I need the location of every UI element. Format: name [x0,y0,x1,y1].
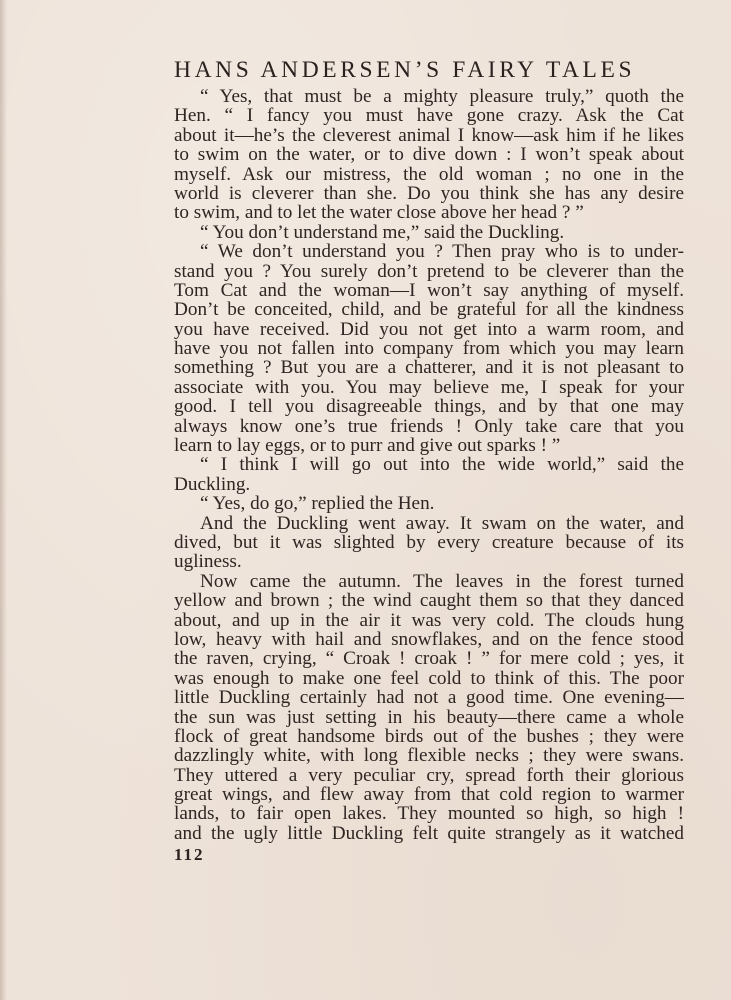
text-line: stand you ? You surely don’t pretend to be cleverer than the [174,261,684,281]
text-line: world is cleverer than she. Do you think she has any desire [174,183,684,204]
text-line: about it—he’s the cleverest animal I know—ask him if he likes [174,125,684,146]
text-line: dived, but it was slighted by every creature because of its [174,532,684,553]
text-line: They uttered a very peculiar cry, spread forth their glorious [174,765,684,786]
text-line: learn to lay eggs, or to purr and give out sparks ! ” [174,436,561,456]
text-line: flock of great handsome birds out of the bushes ; they were [174,726,684,747]
text-line: Duckling. [174,474,251,495]
text-line: And the Duckling went away. It swam on the water, and [200,513,684,533]
text-line: ugliness. [174,552,242,572]
text-line: Don’t be conceited, child, and be grateful for all the kindness [174,300,684,320]
text-line: about, and up in the air it was very cold. The clouds hung [174,610,684,630]
text-line: to swim on the water, or to dive down : I won’t speak about [174,145,684,165]
text-line: yellow and brown ; the wind caught them so that they danced [174,591,684,611]
text-line: always know one’s true friends ! Only take care that you [174,416,684,437]
text-line: great wings, and flew away from that cold region to warmer [174,785,684,805]
text-line: Tom Cat and the woman—I won’t say anything of myself. [174,280,684,301]
text-line: good. I tell you disagreeable things, and by that one may [174,397,684,417]
text-line: the sun was just setting in his beauty—there came a whole [174,707,684,727]
text-line: myself. Ask our mistress, the old woman ; no one in the [174,164,684,184]
text-line: “ Yes, that must be a mighty pleasure truly,” quoth the [200,87,684,107]
text-line: Hen. “ I fancy you must have gone crazy. Ask the Cat [174,106,684,126]
text-line: was enough to make one feel cold to think of this. The poor [174,668,684,689]
text-line: lands, to fair open lakes. They mounted so high, so high ! [174,804,684,824]
page-number: 112 [174,845,205,865]
text-line: and the ugly little Duckling felt quite strangely as it watched [174,823,684,844]
text-line: something ? But you are a chatterer, and it is not pleasant to [174,358,684,378]
text-line: “ I think I will go out into the wide world,” said the [200,455,684,475]
text-line: little Duckling certainly had not a good time. One evening— [174,688,684,708]
text-line: “ We don’t understand you ? Then pray who is to under- [200,242,684,262]
text-line: “ You don’t understand me,” said the Duckling. [200,222,565,243]
text-line: the raven, crying, “ Croak ! croak ! ” for mere cold ; yes, it [174,649,684,669]
running-head-title: HANS ANDERSEN’S FAIRY TALES [174,57,636,83]
text-line: “ Yes, do go,” replied the Hen. [200,494,435,514]
text-line: you have received. Did you not get into a warm room, and [174,319,684,340]
body-text [174,87,684,843]
text-line: Now came the autumn. The leaves in the forest turned [200,571,684,592]
text-block [174,55,684,865]
text-line: to swim, and to let the water close above her head ? ” [174,203,584,223]
text-line: dazzlingly white, with long flexible necks ; they were swans. [174,746,684,766]
text-line: associate with you. You may believe me, I speak for your [174,377,684,398]
text-line: low, heavy with hail and snowflakes, and on the fence stood [174,629,684,650]
text-line: have you not fallen into company from which you may learn [174,339,684,359]
